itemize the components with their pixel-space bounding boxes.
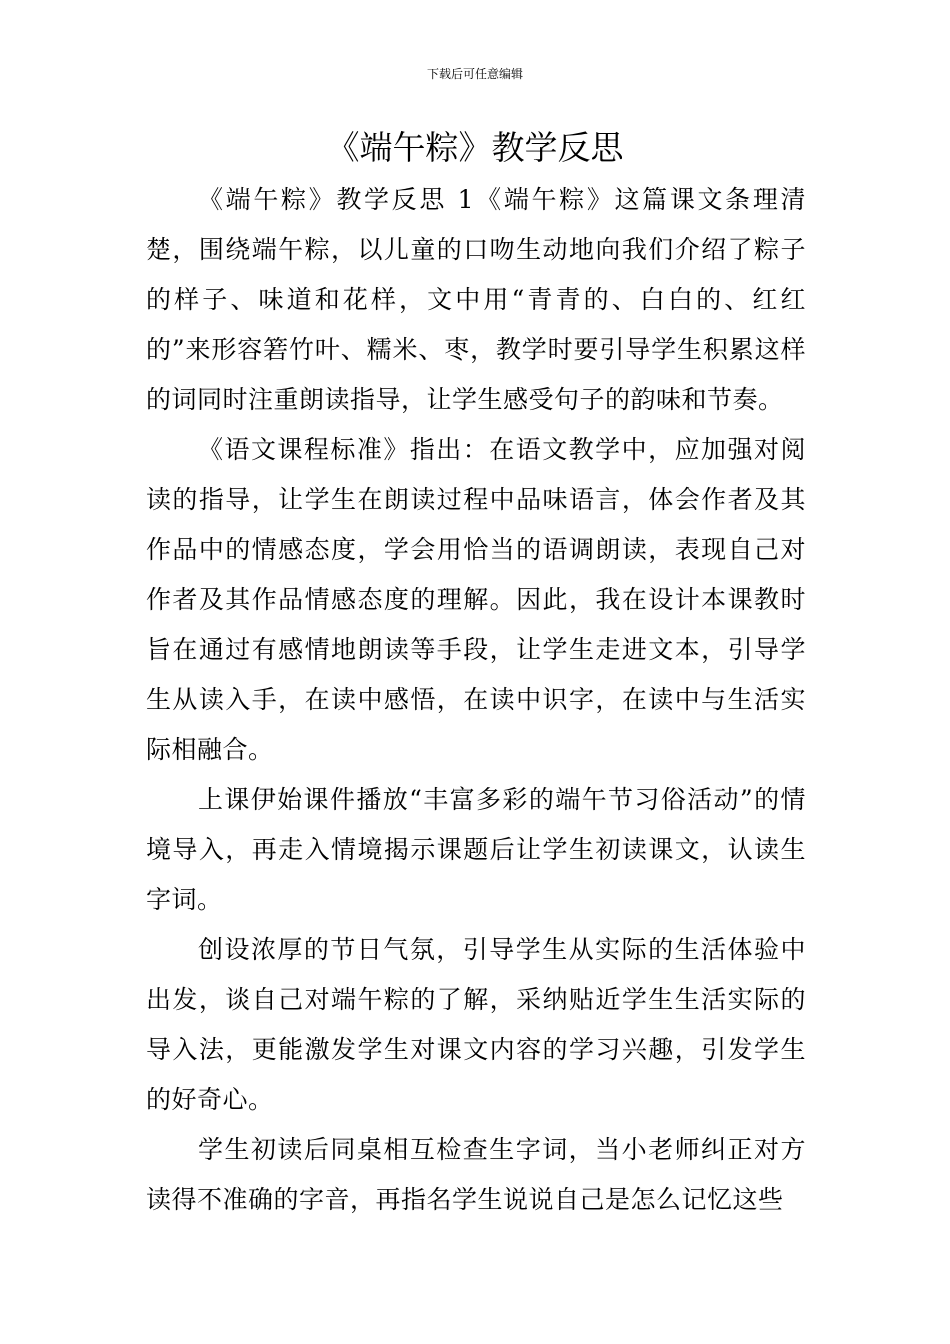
document-body [146, 175, 806, 1225]
header-note: 下载后可任意编辑 [426, 67, 523, 81]
paragraph-5: 学生初读后同桌相互检查生字词，当小老师纠正对方读得不准确的字音，再指名学生说说自己是怎么记忆这些 [146, 1135, 806, 1214]
paragraph-2: 《语文课程标准》指出：在语文教学中，应加强对阅读的指导，让学生在朗读过程中品味语言，体会作者及其作品中的情感态度，学会用恰当的语调朗读，表现自己对作者及其作品情感态度的理解。因此，我在设计本课教时旨在通过有感情地朗读等手段，让学生走进文本，引导学生从读入手，在读中感悟，在读中识字，在读中与生活实际相融合。 [146, 435, 806, 764]
document-title: 《端午粽》教学反思 [326, 128, 624, 167]
paragraph-4: 创设浓厚的节日气氛，引导学生从实际的生活体验中出发，谈自己对端午粽的了解，采纳贴近学生生活实际的导入法，更能激发学生对课文内容的学习兴趣，引发学生的好奇心。 [146, 935, 806, 1114]
paragraph-1: 《端午粽》教学反思 1《端午粽》这篇课文条理清楚，围绕端午粽，以儿童的口吻生动地向我们介绍了粽子的样子、味道和花样，文中用“青青的、白白的、红红的”来形容箬竹叶、糯米、枣，教学时要引导学生积累这样的词同时注重朗读指导，让学生感受句子的韵味和节奏。 [146, 185, 806, 414]
paragraph-3: 上课伊始课件播放“丰富多彩的端午节习俗活动”的情境导入，再走入情境揭示课题后让学生初读课文，认读生字词。 [146, 785, 806, 914]
